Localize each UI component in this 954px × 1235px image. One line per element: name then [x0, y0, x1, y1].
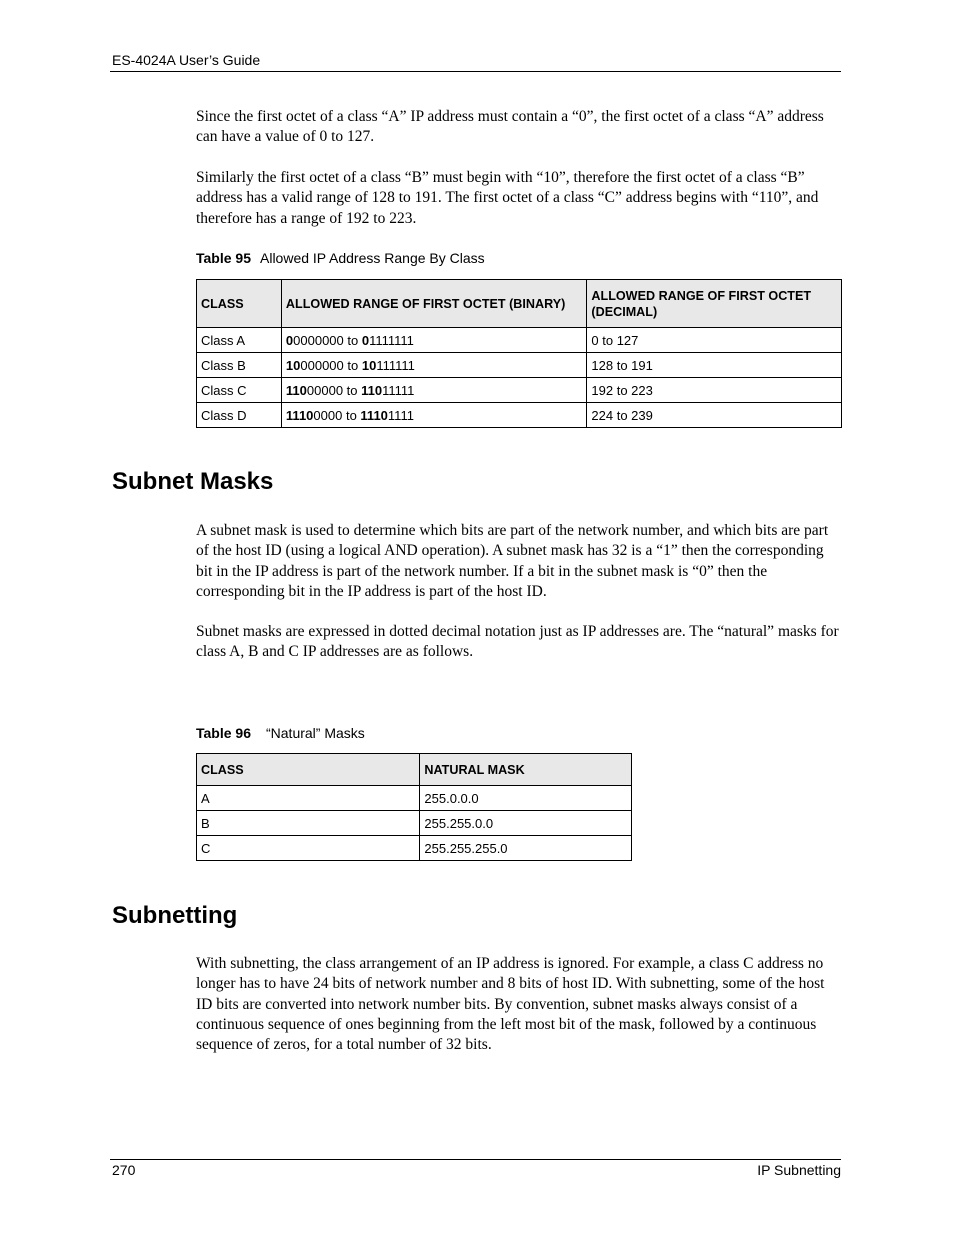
table-row — [197, 403, 842, 428]
class-cell: C — [197, 836, 420, 861]
page-number: 270 — [112, 1162, 136, 1178]
intro-paragraph-1: Since the first octet of a class “A” IP address must contain a “0”, the first octet of a class “A” address can have a value of 0 to 127. — [196, 108, 824, 146]
decimal-range-cell: 224 to 239 — [587, 403, 842, 428]
ip-range-table — [196, 279, 842, 428]
table-95-label: Table 95 — [196, 250, 251, 266]
class-cell: B — [197, 811, 420, 836]
table-header-row — [197, 280, 842, 328]
table-row — [197, 353, 842, 378]
subnet-masks-paragraph-2: Subnet masks are expressed in dotted decimal notation just as IP addresses are. The “natural” masks for class A, B and C IP addresses are as follows. — [196, 623, 839, 661]
binary-range-cell: 00000000 to 01111111 — [281, 328, 586, 353]
column-header-decimal: ALLOWED RANGE OF FIRST OCTET (DECIMAL) — [587, 280, 842, 328]
binary-range-cell: 11100000 to 11101111 — [281, 403, 586, 428]
class-cell: Class A — [197, 328, 282, 353]
table-96-label: Table 96 — [196, 725, 251, 741]
subnetting-paragraph-1: With subnetting, the class arrangement of an IP address is ignored. For example, a class C address no longer has to have 24 bits of network number and 8 bits of host ID. With subnetting, some of the host ID bits are converted into network number bits. By convention, subnet masks always consist of a continuous sequence of ones beginning from the left most bit of the mask, followed by a continuous sequence of zeros, for a total number of 32 bits. — [196, 955, 825, 1054]
decimal-range-cell: 128 to 191 — [587, 353, 842, 378]
class-cell: A — [197, 786, 420, 811]
table-95-caption — [196, 250, 485, 266]
table-row — [197, 786, 632, 811]
column-header-natural-mask: NATURAL MASK — [420, 754, 632, 786]
class-cell: Class B — [197, 353, 282, 378]
column-header-class: CLASS — [197, 754, 420, 786]
header-rule — [110, 71, 841, 72]
table-row — [197, 378, 842, 403]
table-95-title: Allowed IP Address Range By Class — [260, 250, 485, 266]
footer-rule — [110, 1159, 841, 1160]
subnet-masks-paragraph-1: A subnet mask is used to determine which bits are part of the network number, and which bits are part of the host ID (using a logical AND operation). A subnet mask has 32 is a “1” then the corresponding bit in the IP address is part of the network number. If a bit in the subnet mask is “0” then the corresponding bit in the IP address is part of the host ID. — [196, 522, 829, 600]
table-row — [197, 811, 632, 836]
subnet-masks-heading: Subnet Masks — [112, 468, 274, 495]
class-cell: Class D — [197, 403, 282, 428]
mask-cell: 255.255.0.0 — [420, 811, 632, 836]
binary-range-cell: 10000000 to 10111111 — [281, 353, 586, 378]
natural-masks-table — [196, 753, 632, 861]
table-header-row — [197, 754, 632, 786]
table-96-caption — [196, 725, 365, 741]
binary-range-cell: 11000000 to 11011111 — [281, 378, 586, 403]
decimal-range-cell: 0 to 127 — [587, 328, 842, 353]
table-row — [197, 328, 842, 353]
running-header: ES-4024A User’s Guide — [112, 52, 261, 68]
table-96-title: “Natural” Masks — [266, 725, 365, 741]
section-name: IP Subnetting — [757, 1162, 841, 1178]
table-row — [197, 836, 632, 861]
intro-paragraph-2: Similarly the first octet of a class “B” must begin with “10”, therefore the first octet of a class “B” address has a valid range of 128 to 191. The first octet of a class “C” address begins with “110”, and therefore has a range of 192 to 223. — [196, 169, 819, 227]
column-header-class: CLASS — [197, 280, 282, 328]
mask-cell: 255.0.0.0 — [420, 786, 632, 811]
class-cell: Class C — [197, 378, 282, 403]
decimal-range-cell: 192 to 223 — [587, 378, 842, 403]
subnetting-heading: Subnetting — [112, 902, 238, 929]
column-header-binary: ALLOWED RANGE OF FIRST OCTET (BINARY) — [281, 280, 586, 328]
mask-cell: 255.255.255.0 — [420, 836, 632, 861]
